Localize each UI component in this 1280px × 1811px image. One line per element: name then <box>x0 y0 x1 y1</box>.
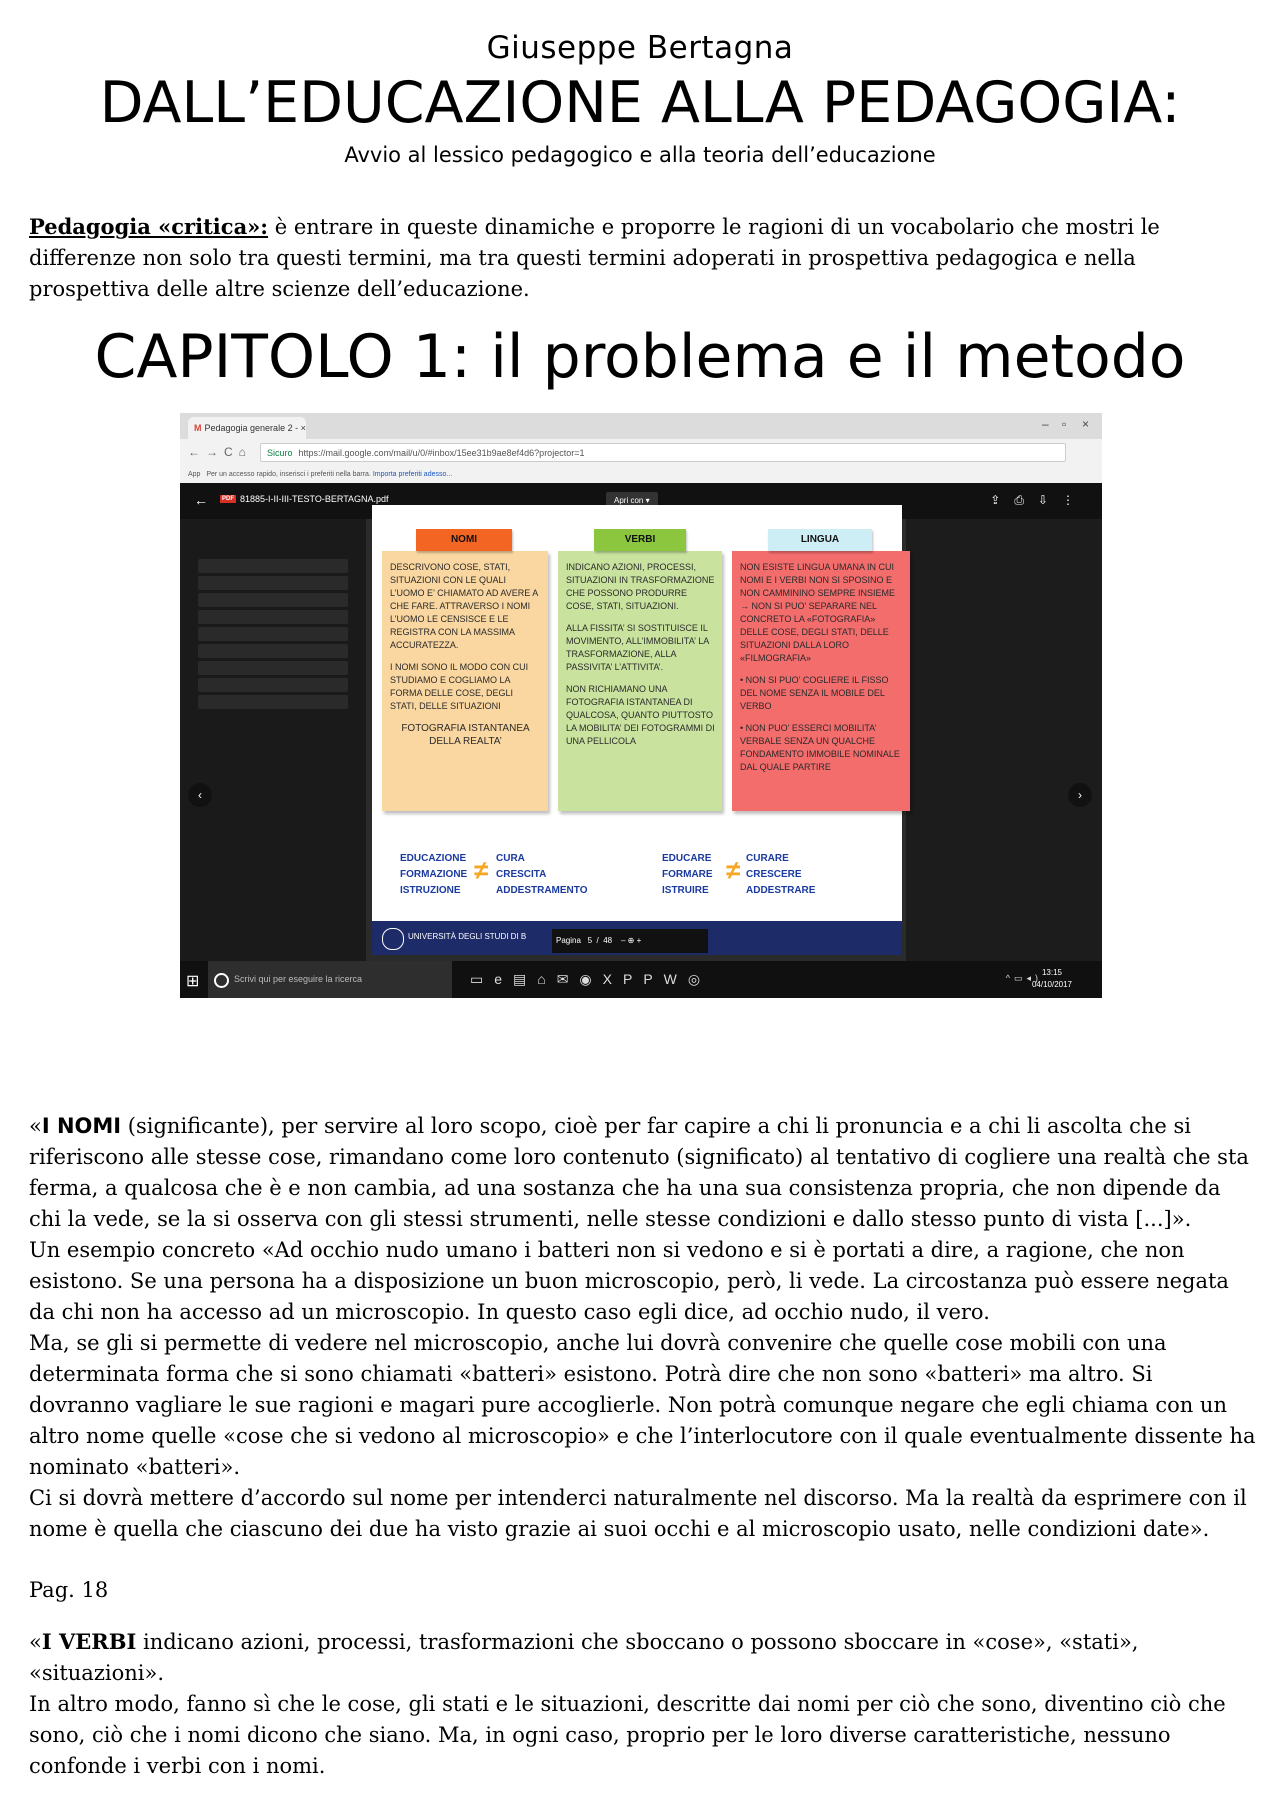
url-input[interactable] <box>260 443 1066 462</box>
lingua-b1-text: NON SI PUO’ COGLIERE IL FISSO DEL NOME SENZA IL MOBILE DEL VERBO <box>740 675 889 711</box>
author-name: Giuseppe Bertagna <box>486 30 794 66</box>
nomi-p2: I NOMI SONO IL MODO CON CUI STUDIAMO E COGLIAMO LA FORMA DELLE COSE, DEGLI STATI, DELLE SITUAZIONI <box>390 662 529 711</box>
pair-item: ISTRUIRE <box>662 885 709 896</box>
page-total: 48 <box>603 936 613 945</box>
pair-item: CURARE <box>746 853 789 864</box>
import-bookmarks-link[interactable]: Importa preferiti adesso... <box>372 471 453 478</box>
verbi-box <box>558 551 722 811</box>
pair-item: CRESCITA <box>496 869 547 880</box>
pdf-viewer <box>180 483 1102 961</box>
embedded-screenshot <box>180 413 1102 998</box>
pair-item: ISTRUZIONE <box>400 885 461 896</box>
verbi-lead: I VERBI <box>41 1629 137 1654</box>
verbi-p3: NON RICHIAMANO UNA FOTOGRAFIA ISTANTANEA DI QUALCOSA, QUANTO PIUTTOSTO LA MOBILITA’ DEI FOTOGRAMMI DI UNA PELLICOLA <box>566 684 715 746</box>
nomi-p3: FOTOGRAFIA ISTANTANEA DELLA REALTA’ <box>401 723 530 747</box>
university-name: UNIVERSITÀ DEGLI STUDI DI B <box>408 932 527 941</box>
bookmarks-hint: Per un accesso rapido, inserisci i preferiti nella barra. <box>206 471 371 478</box>
clock-time: 13:15 <box>1041 968 1062 977</box>
open-with-button[interactable]: Apri con ▾ <box>606 492 658 509</box>
taskbar-search-input[interactable] <box>208 961 452 998</box>
open-quote: « <box>29 1114 42 1138</box>
browser-tab[interactable] <box>188 417 306 439</box>
nomi-header: NOMI <box>416 529 512 551</box>
nav-buttons[interactable]: ←→C⌂ <box>188 445 252 459</box>
nomi-text-1: (significante), per servire al loro scopo, cioè per far capire a chi li pronuncia e a chi li ascolta che si riferiscono alle stesse cose, rimandano come loro contenuto (significato) al tentativo di cogliere una realtà che sta ferma, a qualcosa che è e non cambia, ad una sostanza che ha una sua consistenza propria, che non dipende da chi la vede, se la si osserva con gli stessi strumenti, nelle stesse condizioni e dallo stesso punto di vista [...]». <box>29 1114 1249 1231</box>
verbi-header: VERBI <box>594 529 686 551</box>
nomi-paragraph-3: Ma, se gli si permette di vedere nel microscopio, anche lui dovrà convenire che quelle cose mobili con una determinata forma che si sono chiamati «batteri» esistono. Potrà dire che non sono «batteri» ma altro. Si dovranno vagliare le sue ragioni e magari pure accoglierle. Non potrà comunque negare che egli chiama con un altro nome quelle «cose che si vedono al microscopio» e che l’interlocutore con il quale eventualmente dissente ha nominato «batteri». <box>29 1331 1256 1479</box>
lingua-b2-text: NON PUO’ ESSERCI MOBILITA’ VERBALE SENZA UN QUALCHE FONDAMENTO IMMOBILE NOMINALE DAL QUALE PARTIRE <box>740 723 900 772</box>
gmail-icon: M <box>194 423 202 433</box>
windows-taskbar <box>180 961 1102 998</box>
pair-item: FORMARE <box>662 869 713 880</box>
bookmarks-bar <box>180 467 1102 483</box>
viewer-actions[interactable]: ⇪⎙⇩⋮ <box>990 493 1088 507</box>
zoom-controls[interactable]: – ⊕ + <box>620 936 642 945</box>
cortana-icon <box>214 973 229 988</box>
minimize-icon[interactable]: – <box>1042 417 1049 431</box>
search-placeholder: Scrivi qui per eseguire la ricerca <box>234 974 363 984</box>
open-quote: « <box>29 1630 42 1654</box>
back-arrow-icon[interactable]: ← <box>194 492 208 508</box>
pdf-icon: PDF <box>222 496 234 502</box>
nomi-lead: I NOMI <box>41 1114 122 1138</box>
nomi-p1: DESCRIVONO COSE, STATI, SITUAZIONI CON LE QUALI L’UOMO E’ CHIAMATO AD AVERE A CHE FARE. ATTRAVERSO I NOMI L’UOMO LE CENSISCE E LE REGISTRA CON LA MASSIMA ACCURATEZZA. <box>390 562 538 650</box>
maximize-icon[interactable]: ▫ <box>1062 417 1067 431</box>
lingua-b2: • NON PUO’ ESSERCI MOBILITA’ VERBALE SENZA UN QUALCHE FONDAMENTO IMMOBILE NOMINALE DAL QUALE PARTIRE <box>740 723 900 772</box>
page-current[interactable]: 5 <box>587 936 593 945</box>
nomi-paragraph-1 <box>29 1111 1257 1235</box>
page-reference: Pag. 18 <box>29 1578 109 1602</box>
verbi-p1: INDICANO AZIONI, PROCESSI, SITUAZIONI IN TRASFORMAZIONE CHE POSSONO PRODURRE COSE, STATI, SITUAZIONI. <box>566 562 715 611</box>
university-logo-icon <box>382 928 404 950</box>
close-icon[interactable]: × <box>1082 417 1090 431</box>
intro-text: è entrare in queste dinamiche e proporre le ragioni di un vocabolario che mostri le differenze non solo tra questi termini, ma tra questi termini adoperati in prospettiva pedagogica e nella prospettiva delle altre scienze dell’educazione. <box>29 215 1160 301</box>
verbi-text-1: indicano azioni, processi, trasformazioni che sboccano o possono sboccare in «cose», «stati», «situazioni». <box>29 1630 1139 1685</box>
taskbar-app-icons[interactable]: ▭e▤⌂✉◉XPPW◎ <box>470 971 712 987</box>
book-title: DALL’EDUCAZIONE ALLA PEDAGOGIA: <box>99 70 1181 136</box>
clock-date: 04/10/2017 <box>1031 980 1072 989</box>
pair-item: FORMAZIONE <box>400 869 468 880</box>
lingua-p1: NON ESISTE LINGUA UMANA IN CUI NOMI E I VERBI NON SI SPOSINO E NON CAMMININO SEMPRE INSIEME → NON SI PUO’ SEPARARE NEL CONCRETO LA «FOTOGRAFIA» DELLE COSE, DEGLI STATI, DELLE SITUAZIONI DALLA LORO «FILMOGRAFIA» <box>740 562 896 663</box>
not-equal-right: ≠ <box>726 855 741 885</box>
secure-label: Sicuro <box>267 448 293 458</box>
nomi-box <box>382 551 548 811</box>
pair-item: EDUCARE <box>662 853 712 864</box>
lingua-header: LINGUA <box>768 529 872 551</box>
book-subtitle: Avvio al lessico pedagogico e alla teoria dell’educazione <box>344 143 936 167</box>
pair-item: ADDESTRAMENTO <box>496 885 588 896</box>
pairs-right-a <box>662 851 713 899</box>
chapter-title: CAPITOLO 1: il problema e il metodo <box>94 322 1186 392</box>
verbi-p2: ALLA FISSITA’ SI SOSTITUISCE IL MOVIMENTO, ALL’IMMOBILITA’ LA TRASFORMAZIONE, ALLA PASSIVITA’ L’ATTIVITA’. <box>566 623 709 672</box>
page-label: Pagina <box>556 936 581 945</box>
not-equal-left: ≠ <box>474 855 489 885</box>
apps-link[interactable]: App <box>188 471 201 478</box>
prev-page-icon[interactable]: ‹ <box>188 783 212 807</box>
tab-title: Pedagogia generale 2 - <box>204 423 299 433</box>
nomi-paragraph-4: Ci si dovrà mettere d’accordo sul nome per intenderci naturalmente nel discorso. Ma la realtà da esprimere con il nome è quella che ciascuno dei due ha visto grazie ai suoi occhi e al microscopio usato, nelle condizioni date». <box>29 1486 1247 1541</box>
gmail-background <box>180 519 366 961</box>
address-bar-row <box>180 439 1102 468</box>
taskbar-clock[interactable] <box>1032 967 1072 991</box>
lingua-box <box>732 551 910 811</box>
pairs-left-a <box>400 851 467 899</box>
tab-close-icon[interactable]: × <box>300 423 306 433</box>
pair-item: CURA <box>496 853 525 864</box>
pairs-right-b <box>746 851 815 899</box>
page-controls[interactable] <box>552 929 708 953</box>
start-icon[interactable]: ⊞ <box>186 973 200 990</box>
pdf-filename: 81885-I-II-III-TESTO-BERTAGNA.pdf <box>240 494 389 504</box>
lingua-b1: • NON SI PUO’ COGLIERE IL FISSO DEL NOME SENZA IL MOBILE DEL VERBO <box>740 675 889 711</box>
verbi-paragraph-2: In altro modo, fanno sì che le cose, gli stati e le situazioni, descritte dai nomi per ciò che sono, diventino ciò che sono, ciò che i nomi dicono che siano. Ma, in ogni caso, proprio per le loro diverse caratteristiche, nessuno confonde i verbi con i nomi. <box>29 1692 1226 1778</box>
nomi-paragraph-2: Un esempio concreto «Ad occhio nudo umano i batteri non si vedono e si è portati a dire, a ragione, che non esistono. Se una persona ha a disposizione un buon microscopio, però, li vede. La circostanza può essere negata da chi non ha accesso ad un microscopio. In questo caso egli dice, ad occhio nudo, il vero. <box>29 1238 1229 1324</box>
nomi-section <box>29 1111 1257 1545</box>
intro-paragraph <box>29 211 1254 305</box>
gmail-background-right <box>906 519 1102 961</box>
url-text: https://mail.google.com/mail/u/0/#inbox/15ee31b9ae8ef4d6?projector=1 <box>298 448 585 458</box>
pair-item: ADDESTRARE <box>746 885 816 896</box>
intro-term: Pedagogia «critica»: <box>29 214 269 239</box>
pair-item: CRESCERE <box>746 869 802 880</box>
pair-item: EDUCAZIONE <box>400 853 467 864</box>
slide <box>372 505 902 955</box>
verbi-section <box>29 1626 1257 1782</box>
page-separator: / <box>596 936 599 945</box>
open-with-label: Apri con <box>614 496 644 505</box>
pairs-left-b <box>496 851 587 899</box>
browser-tab-bar <box>180 413 1102 439</box>
verbi-paragraph-1 <box>29 1626 1257 1689</box>
next-page-icon[interactable]: › <box>1068 783 1092 807</box>
system-tray-icons[interactable]: ^▭◂) <box>1005 973 1042 983</box>
